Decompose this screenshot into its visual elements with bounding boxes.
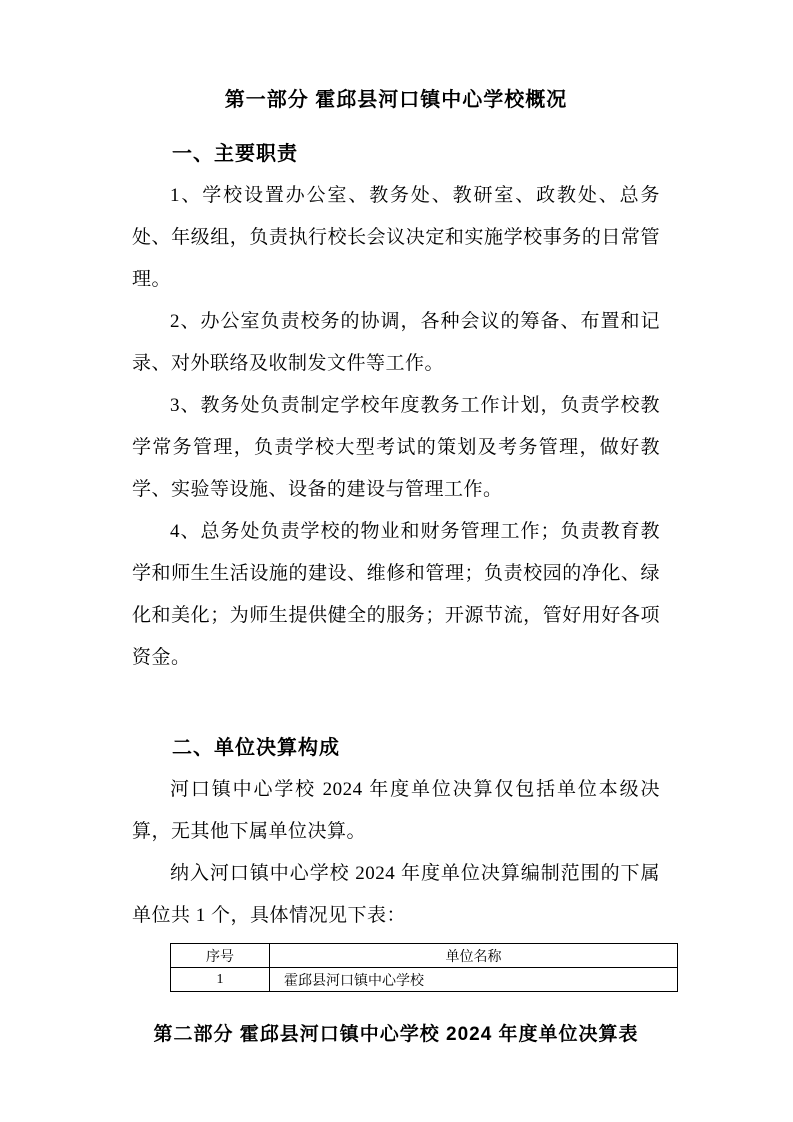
table-cell-seq: 1 — [171, 968, 270, 992]
section1-paragraph-2: 2、办公室负责校务的协调，各种会议的筹备、布置和记录、对外联络及收制发文件等工作。 — [132, 311, 660, 374]
section1-paragraph-3: 3、教务处负责制定学校年度教务工作计划，负责学校教学常务管理，负责学校大型考试的策划及考务管理，做好教学、实验等设施、设备的建设与管理工作。 — [132, 395, 660, 500]
table-header-seq: 序号 — [171, 944, 270, 968]
table-row — [171, 968, 678, 992]
table-header-unit-name: 单位名称 — [270, 944, 678, 968]
part2-title: 第二部分 霍邱县河口镇中心学校 2024 年度单位决算表 — [153, 1024, 639, 1045]
part1-title: 第一部分 霍邱县河口镇中心学校概况 — [224, 89, 568, 111]
section1-paragraph-4: 4、总务处负责学校的物业和财务管理工作；负责教育教学和师生生活设施的建设、维修和管理；负责校园的净化、绿化和美化；为师生提供健全的服务；开源节流，管好用好各项资金。 — [132, 521, 660, 668]
section2-heading: 二、单位决算构成 — [172, 737, 340, 759]
subordinate-unit-table — [170, 943, 678, 992]
section2-paragraph-2: 纳入河口镇中心学校 2024 年度单位决算编制范围的下属单位共 1 个，具体情况见下表： — [132, 863, 660, 926]
section2-paragraph-1: 河口镇中心学校 2024 年度单位决算仅包括单位本级决算，无其他下属单位决算。 — [132, 779, 660, 842]
section1-heading: 一、主要职责 — [172, 143, 298, 165]
table-cell-unit-name: 霍邱县河口镇中心学校 — [270, 968, 678, 992]
table-header-row — [171, 944, 678, 968]
section1-paragraph-1: 1、学校设置办公室、教务处、教研室、政教处、总务处、年级组，负责执行校长会议决定和实施学校事务的日常管理。 — [132, 185, 660, 290]
